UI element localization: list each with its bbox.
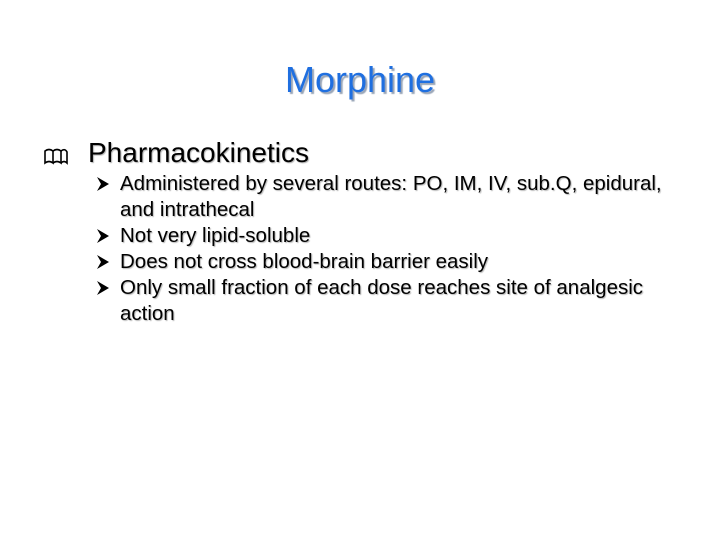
list-item (96, 171, 696, 223)
list-item-text: Does not cross blood-brain barrier easily (120, 250, 489, 273)
scroll-bullet-icon (43, 148, 69, 166)
arrowhead-bullet-icon (96, 228, 110, 244)
slide-title: Morphine (284, 59, 436, 100)
sub-bullet-list (96, 171, 696, 327)
arrowhead-bullet-icon (96, 254, 110, 270)
list-item (96, 223, 696, 249)
list-item (96, 275, 696, 327)
list-item (96, 249, 696, 275)
list-item-text: Not very lipid-soluble (120, 224, 311, 247)
list-item-text: Administered by several routes: PO, IM, IV, sub.Q, epidural, and intrathecal (120, 172, 662, 221)
list-item-text: Only small fraction of each dose reaches site of analgesic action (120, 276, 644, 325)
arrowhead-bullet-icon (96, 280, 110, 296)
section-heading: Pharmacokinetics (88, 137, 309, 168)
arrowhead-bullet-icon (96, 176, 110, 192)
